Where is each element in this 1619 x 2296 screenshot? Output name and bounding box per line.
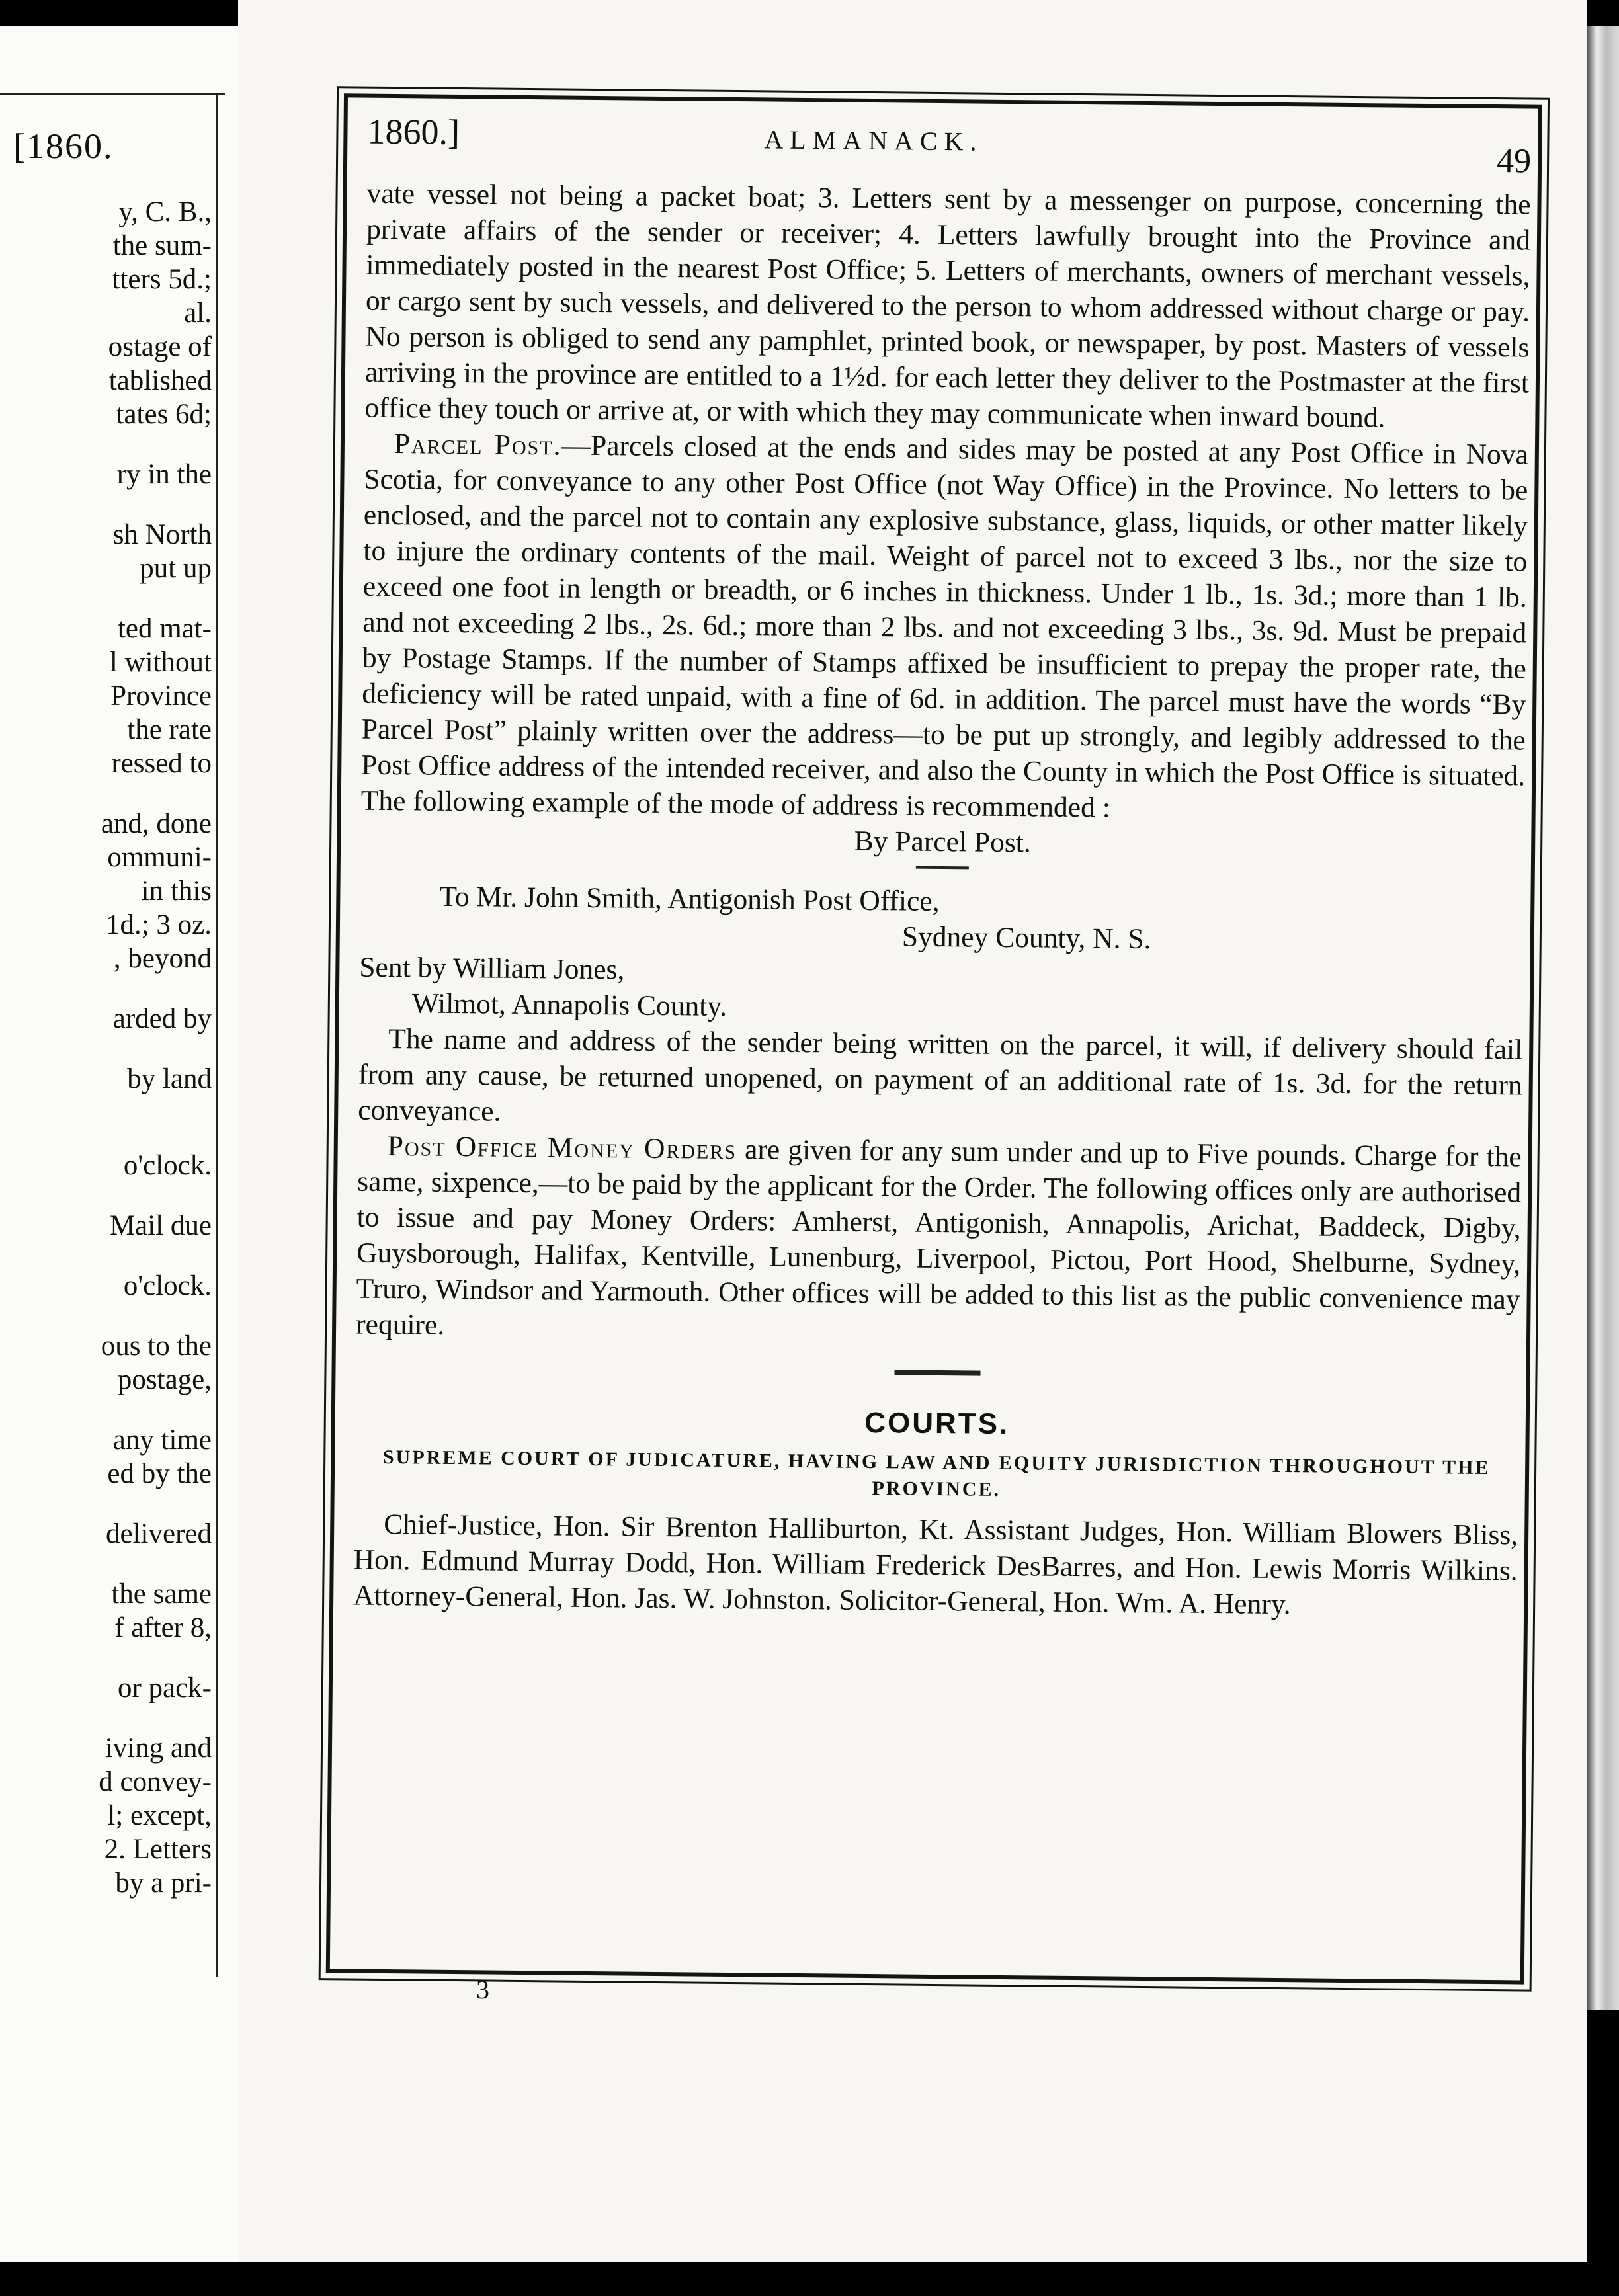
example-sender-line-2: Wilmot, Annapolis County.	[411, 987, 727, 1022]
facing-page-line: ressed to	[111, 748, 212, 779]
facing-page-line: al.	[184, 298, 212, 329]
facing-page-line	[0, 491, 212, 518]
facing-page-line: the sum-	[112, 230, 212, 261]
facing-page-line: ommuni-	[107, 842, 212, 873]
facing-page-line	[0, 780, 212, 807]
money-orders-text: are given for any sum under and up to Five pounds. Charge for the same, sixpence,—to be paid by the applicant for the Order. The following offices only are authorised to issue and pay Money Orders: Amherst, Antigonish, Annapolis, Arichat, Baddeck, Digby, Guysborough, Halifax, Kentville, Lunenburg, Liverpool, Pictou, Port Hood, Shelburne, Sydney, Truro, Windsor and Yarmouth. Other offices will be added to this list as the public convenience may require.	[355, 1133, 1522, 1341]
facing-page-line: delivered	[106, 1518, 212, 1549]
facing-page-line	[0, 1036, 212, 1062]
facing-page-line: , beyond	[113, 943, 212, 974]
facing-page-line: by land	[127, 1063, 212, 1094]
facing-page-line	[0, 1122, 212, 1149]
facing-page-line: or pack-	[117, 1672, 212, 1703]
facing-page-line: iving and	[104, 1733, 212, 1764]
facing-page-line	[0, 1182, 212, 1209]
facing-page-line	[0, 1705, 212, 1731]
facing-page-line: ed by the	[107, 1458, 212, 1489]
example-rule	[916, 866, 969, 870]
facing-page-line: ry in the	[116, 459, 212, 490]
facing-page	[0, 26, 238, 2262]
example-address-line-2: Sydney County, N. S.	[901, 921, 1151, 956]
paragraph-privileged-letters: vate vessel not being a packet boat; 3. Letters sent by a messenger on purpose, concerning the private affairs of the sender or receiver; 4. Letters lawfully brought into the Province and immediately posted in the nearest Post Office; 5. Letters of merchants, owners of merchant vessels, or cargo sent by such vessels, and delivered to the person to whom addressed without charge or pay. No person is obliged to send any pamphlet, printed book, or newspaper, by post. Masters of vessels arriving in the province are entitled to a 1½d. for each letter they deliver to the Postmaster at the first office they touch or arrive at, or with which they may communicate when inward bound.	[364, 177, 1531, 434]
facing-page-header: [1860.	[13, 126, 114, 166]
facing-page-line	[0, 1491, 212, 1517]
facing-page-line: by a pri-	[115, 1867, 212, 1899]
facing-page-line	[0, 1096, 212, 1122]
facing-page-line	[0, 1303, 212, 1329]
facing-page-line: f after 8,	[114, 1612, 212, 1643]
paragraph-money-orders	[356, 1128, 1522, 1354]
paragraph-parcel-post	[361, 426, 1529, 830]
facing-page-top-rule	[0, 93, 225, 95]
page-number: 49	[1496, 142, 1532, 181]
facing-page-line	[0, 1397, 212, 1423]
facing-page-line: put up	[140, 553, 212, 584]
paragraph-return: The name and address of the sender being written on the parcel, it will, if delivery should fail from any cause, be returned unopened, on payment of an additional rate of 1s. 3d. for the return conveyance.	[358, 1023, 1523, 1128]
facing-page-line: tablished	[108, 365, 212, 396]
facing-page-line: any time	[112, 1424, 212, 1456]
courts-heading: COURTS.	[864, 1406, 1010, 1441]
example-sender-line-1: Sent by William Jones,	[359, 951, 625, 986]
facing-page-line: ostage of	[108, 331, 212, 362]
facing-page-line: o'clock.	[123, 1150, 212, 1181]
page-frame	[326, 93, 1542, 1984]
facing-page-line	[0, 1551, 212, 1577]
facing-page-line: 1d.; 3 oz.	[105, 909, 212, 940]
facing-page-line: o'clock.	[123, 1270, 212, 1301]
facing-page-line: l; except,	[107, 1800, 212, 1831]
facing-page-line	[0, 1243, 212, 1269]
facing-page-line	[0, 975, 212, 1002]
facing-page-line: and, done	[101, 808, 212, 839]
facing-page-line: d convey-	[99, 1766, 212, 1797]
facing-page-line: Province	[110, 680, 212, 712]
facing-page-line: postage,	[117, 1364, 212, 1395]
signature-mark: 3	[476, 1975, 489, 2004]
facing-page-line	[0, 585, 212, 612]
facing-page-line: Mail due	[109, 1210, 212, 1241]
parcel-post-heading: Parcel Post.	[394, 428, 562, 462]
facing-page-line: ous to the	[101, 1331, 212, 1362]
money-orders-heading: Post Office Money Orders	[387, 1130, 737, 1166]
facing-page-line	[0, 1645, 212, 1671]
book-page	[238, 0, 1587, 2262]
facing-page-line: in this	[141, 876, 212, 907]
facing-page-line: sh North	[112, 519, 212, 550]
facing-page-line: ted mat-	[117, 613, 212, 644]
courts-subheading: SUPREME COURT OF JUDICATURE, HAVING LAW AND EQUITY JURISDICTION THROUGHOUT THE PROVINCE.	[382, 1446, 1491, 1500]
facing-page-line	[0, 431, 212, 458]
facing-page-text	[0, 195, 212, 1900]
example-address-line-1: To Mr. John Smith, Antigonish Post Office,	[439, 880, 940, 918]
facing-page-line: 2. Letters	[104, 1834, 212, 1865]
facing-page-line: l without	[109, 647, 212, 678]
facing-page-line: the same	[111, 1578, 212, 1610]
facing-page-border	[216, 93, 218, 1977]
header-title: ALMANACK.	[764, 124, 983, 157]
facing-page-line: tters 5d.;	[112, 264, 212, 295]
page-body	[353, 176, 1531, 1625]
facing-page-line: tates 6d;	[116, 399, 212, 430]
facing-page-line: y, C. B.,	[118, 196, 212, 227]
running-header	[367, 111, 1532, 181]
section-divider	[894, 1370, 980, 1375]
facing-page-line: the rate	[127, 714, 212, 745]
example-title: By Parcel Post.	[854, 825, 1031, 859]
parcel-post-text: —Parcels closed at the ends and sides may be posted at any Post Office in Nova Scotia, for conveyance to any other Post Office (not Way Office) in the Province. No letters to be enclosed, and the parcel not to contain any explosive substance, glass, liquids, or other matter likely to injure the ordinary contents of the mail. Weight of parcel not to exceed 3 lbs., nor the size to exceed one foot in length or breadth, or 6 inches in thickness. Under 1 lb., 1s. 3d.; more than 1 lb. and not exceeding 2 lbs., 2s. 6d.; more than 2 lbs. and not exceeding 3 lbs., 3s. 9d. Must be prepaid by Postage Stamps. If the number of Stamps affixed be insufficient to prepay the proper rate, the deficiency will be rated unpaid, with a fine of 6d. in addition. The parcel must have the words “By Parcel Post” plainly written over the address—to be put up strongly, and legibly addressed to the Post Office address of the intended receiver, and also the County in which the Post Office is situated. The following example of the mode of address is recommended :	[360, 429, 1529, 824]
page-edges	[1587, 26, 1619, 2010]
header-year: 1860.]	[367, 111, 460, 152]
facing-page-line: arded by	[112, 1003, 212, 1034]
courts-paragraph: Chief-Justice, Hon. Sir Brenton Halliburton, Kt. Assistant Judges, Hon. William Blowers Bliss, Hon. Edmund Murray Dodd, Hon. William Frederick DesBarres, and Hon. Lewis Morris Wilkins. Attorney-General, Hon. Jas. W. Johnston. Solicitor-General, Hon. Wm. A. Henry.	[353, 1508, 1518, 1621]
